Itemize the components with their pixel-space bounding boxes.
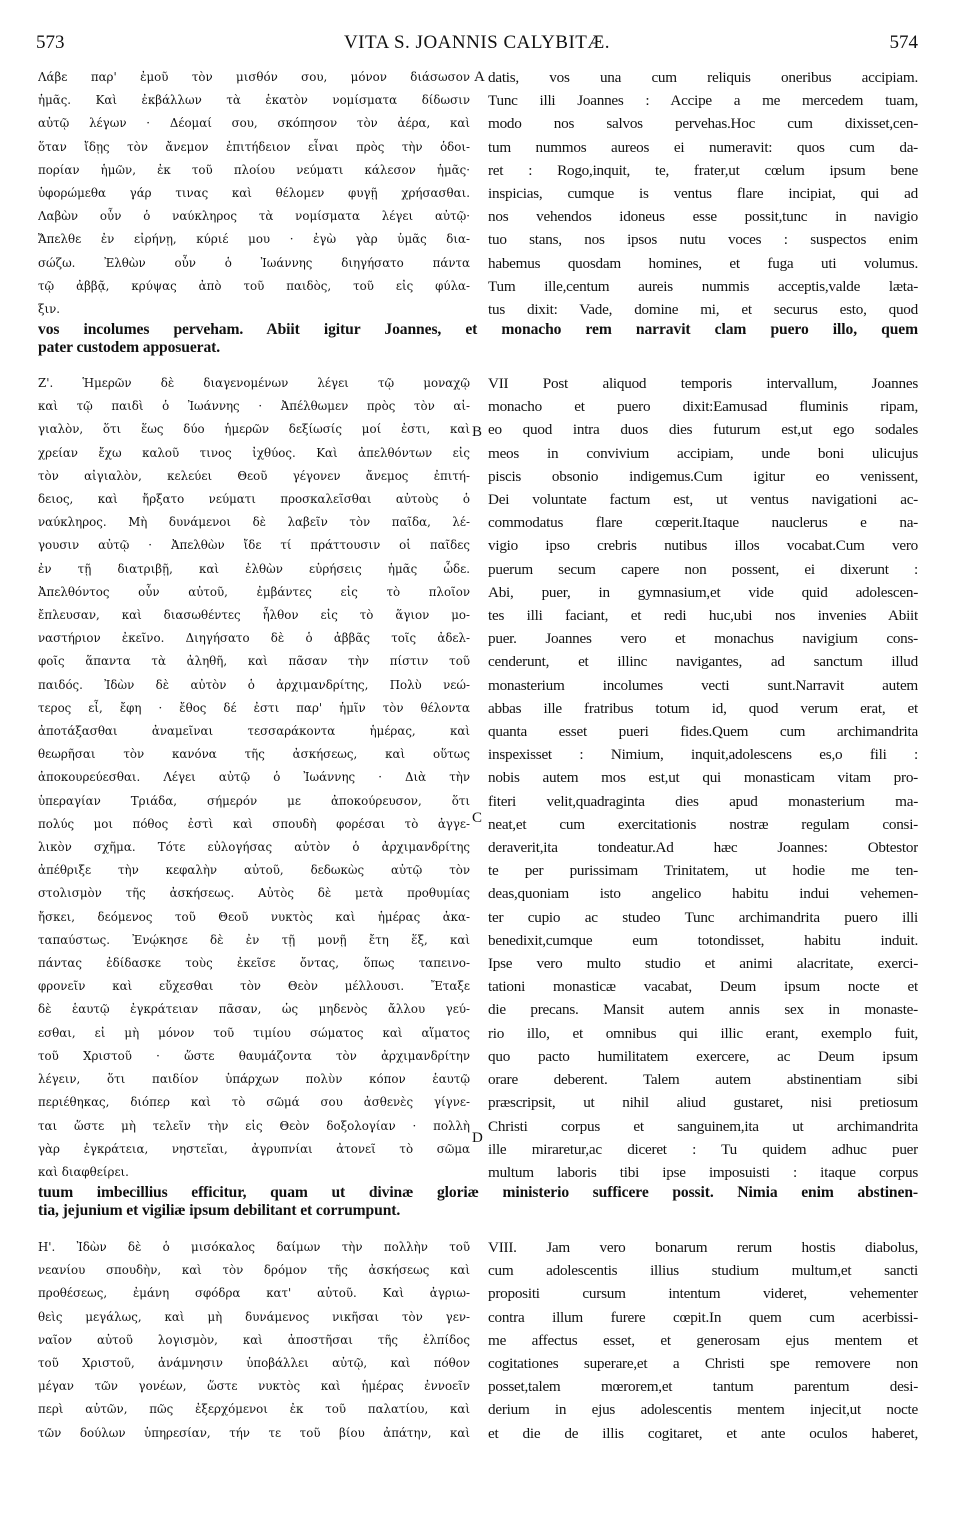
text-line: ὅταν ἴδῃς τὸν ἄνεμον ἐπιτήδειον εἶναι πρὸς τὴν ὁδοι- <box>38 139 470 154</box>
text-line: τοῦ Χριστοῦ, ἀνάμνησιν ὑποβάλλει αὐτῷ, καὶ πόθον <box>38 1356 470 1371</box>
text-line: fiteri velit,quadraginta dies apud monasterium ma- <box>488 792 918 810</box>
text-line: benedixit,cumque eum totondisset, habitu induit. <box>488 931 918 949</box>
text-line: tuum imbecillius efficitur, quam ut divinæ gloriæ ministerio sufficere possit. Nimia enim abstinen- <box>38 1184 918 1201</box>
text-line: περὶ αὐτῶν, πῶς ἐξερχόμενοι ἐκ τοῦ παλατίου, καὶ <box>38 1402 470 1417</box>
text-line: φρονεῖν καὶ εὔχεσθαι τὸν Θεὸν μέλλουσι. Ἔταξε <box>38 979 470 994</box>
text-line: die precans. Mansit autem annis sex in monaste- <box>488 1001 918 1019</box>
text-line: καὶ τῷ παιδὶ ὁ Ἰωάννης · Ἀπέλθωμεν πρὸς τὸν αἰ- <box>38 399 470 414</box>
text-line: rio illo, et omnibus qui illic erant, exemplo fuit, <box>488 1024 918 1042</box>
text-line: γουσιν αὐτῷ · Ἀπελθὼν ἴδε τί πράττουσιν οἱ παῖδες <box>38 538 470 553</box>
text-line: ἔπλευσαν, καὶ διασωθέντες ἦλθον εἰς τὸ ἅγιον μο- <box>38 608 470 623</box>
text-line: στολισμὸν τῆς ἀσκήσεως. Αὐτὸς δὲ μετὰ προθυμίας <box>38 886 470 901</box>
text-line: posset,talem mœrorem,et tantum parentum desi- <box>488 1378 918 1396</box>
text-line: inspexisset : Nimium, inquit,adolescens es,o fili : <box>488 746 918 764</box>
text-line: αὐτῷ λέγων · Δέομαί σου, σκόπησον τὸν ἀέρα, καὶ <box>38 116 470 131</box>
text-line: δὲ ἑαυτῷ ἐγκράτειαν πᾶσαν, ὡς μηδενὸς ἄλλου γεύ- <box>38 1002 470 1017</box>
page-number-right: 574 <box>889 32 918 53</box>
text-line: πορίαν ἡμῶν, ἐκ τοῦ πλοίου νεύματι κάλεσον ἡμᾶς· <box>38 162 470 177</box>
text-line: δειος, καὶ ἤρξατο νεύματι προσκαλεῖσθαι αὐτοὺς ὁ <box>38 492 470 507</box>
latin-column-section-3 <box>488 1236 918 1445</box>
text-line: τῶν δούλων ὑπηρεσίαν, τήν τε τοῦ βίου ἀπάτην, καὶ <box>38 1425 470 1440</box>
text-line: ὑφορώμεθα γάρ τινας καὶ θέλομεν φυγῇ χρήσασθαι. <box>38 186 470 201</box>
text-line: σώζω. Ἐλθὼν οὖν ὁ Ἰωάννης διηγήσατο πάντα <box>38 255 470 270</box>
text-line: deraverit,ita tondeatur.Ad hæc Joannes: Obtestor <box>488 839 918 857</box>
text-line: ναστήριον ἐκεῖνο. Διηγήσατο δὲ ὁ ἀββᾶς τοῖς ἀδελ- <box>38 631 470 646</box>
text-line: propositi cursum intentum videret, vehementer <box>488 1285 918 1303</box>
running-header <box>36 32 918 62</box>
text-line: τῷ ἀββᾷ, κρύψας ἀπὸ τοῦ παιδὸς, τοῦ εἰς φύλα- <box>38 278 470 293</box>
text-line: ἀποκουρεύεσθαι. Λέγει αὐτῷ ὁ Ἰωάννης · Διὰ τὴν <box>38 770 470 785</box>
text-line: Christi corpus et sanguinem,ita ut archimandrita <box>488 1117 918 1135</box>
greek-column-section-2 <box>38 372 470 1184</box>
text-line: ὑπεραγίαν Τριάδα, σήμερόν με ἀποκούρευσον, ὅτι <box>38 793 470 808</box>
text-line: modo nos salvos pervehas.Hoc cum dixisset,cen- <box>488 115 918 133</box>
text-line: ille miraretur,ac diceret : Tu quidem adhuc puer <box>488 1140 918 1158</box>
page-number-left: 573 <box>36 32 65 53</box>
text-line: puer. Joannes vero et monachus navigium cons- <box>488 630 918 648</box>
margin-marker-c: C <box>472 810 483 826</box>
text-line: et die de illis cogitaret, et ante oculos haberet, <box>488 1424 918 1442</box>
text-line: περιέθηκας, διόπερ καὶ τὸ σῶμά σου ἀσθενὲς γίγνε- <box>38 1095 470 1110</box>
text-line: εσθαι, εἰ μὴ μόνον τοῦ τιμίου σώματος καὶ αἵματος <box>38 1025 470 1040</box>
text-line: τοῦ Χριστοῦ · ὥστε θαυμάζοντα τὸν ἀρχιμανδρίτην <box>38 1048 470 1063</box>
text-line: contra illum furere cœpit.In quem cum acerbissi- <box>488 1308 918 1326</box>
text-line: Λαβὼν οὖν ὁ ναύκληρος τὰ νομίσματα λέγει αὐτῷ· <box>38 209 470 224</box>
text-line: γὰρ ἐγκράτεια, νηστεῖαι, ἀγρυπνίαι ἀτονεῖ τὸ σῶμα <box>38 1141 470 1156</box>
text-line: tus dixit: Vade, domine mi, et securus esto, quod <box>488 301 918 319</box>
text-line: præscripsit, ut nihil aliud gustaret, nisi pretiosum <box>488 1094 918 1112</box>
text-line: te per purissimam Trinitatem, ut hodie me ten- <box>488 862 918 880</box>
text-line: cenderunt, et illinc navigantes, ad sanctum illud <box>488 653 918 671</box>
text-line: προθέσεως, ἐμάνη σφόδρα κατ' αὐτοῦ. Καὶ ἀγριω- <box>38 1286 470 1301</box>
text-line: ναύκληρος. Μὴ δυνάμενοι δὲ λαβεῖν τὸν παῖδα, λέ- <box>38 515 470 530</box>
margin-marker-b: B <box>472 424 483 440</box>
text-line: ἀποτάξασθαι ἀναμεῖναι τεσσαράκοντα ἡμέρας, καὶ <box>38 724 470 739</box>
text-line: datis, vos una cum reliquis oneribus accipiam. <box>488 69 918 86</box>
latin-full-width-section-2 <box>38 1184 918 1220</box>
text-line: Λάβε παρ' ἐμοῦ τὸν μισθόν σου, μόνον διάσωσον <box>38 70 470 84</box>
text-line: quo pacto humilitatem exercere, ac Deum ipsum <box>488 1047 918 1065</box>
text-line: quanta esset pueri fides.Quem cum archimandrita <box>488 723 918 741</box>
text-line: vos incolumes perveham. Abiit igitur Joannes, et monacho rem narravit clam puero illo, quem <box>38 321 918 338</box>
text-line: Ζ'. Ἡμερῶν δὲ διαγενομένων λέγει τῷ μοναχῷ <box>38 376 470 390</box>
text-line: λικὸν σχῆμα. Τότε εὐλογήσας αὐτὸν ὁ ἀρχιμανδρίτης <box>38 840 470 855</box>
text-line: tum nummos aureos ei numeravit: quos cum da- <box>488 138 918 156</box>
text-line: νεανίου σπουδὴν, καὶ τὸν δρόμον τῆς ἀσκήσεως καὶ <box>38 1263 470 1278</box>
text-line: Ἀπελθόντος οὖν αὐτοῦ, ἐμβάντες εἰς τὸ πλοῖον <box>38 584 470 599</box>
text-line: ἡμᾶς. Καὶ ἐκβάλλων τὰ ἑκατὸν νομίσματα δίδωσιν <box>38 93 470 108</box>
text-line: πολύς μοι πόθος ἐστὶ καὶ σπουδὴ φορέσαι τὸ ἀγγε- <box>38 816 470 831</box>
latin-column-section-1 <box>488 66 918 321</box>
text-line: Ipse vero multo studio et animi alacritate, exerci- <box>488 955 918 973</box>
text-line: nos vehendos idoneus esse possit,tunc in navigio <box>488 208 918 226</box>
text-line: me affectus esset, et generosam ejus mentem et <box>488 1331 918 1349</box>
text-line: orare deberent. Talem autem abstinentiam sibi <box>488 1071 918 1089</box>
text-line: monasterium incolumes vecti sunt.Narravit autem <box>488 676 918 694</box>
text-line: Ἄπελθε ἐν εἰρήνῃ, κύριέ μου · ἐγὼ γὰρ ὑμᾶς δια- <box>38 232 470 247</box>
text-line: nobis autem mos est,ut qui monasticam vitam pro- <box>488 769 918 787</box>
text-line: inspicias, cumque is ventus flare incipiat, qui ad <box>488 185 918 203</box>
text-line: tationi monasticæ vacabat, Deum ipsum nocte et <box>488 978 918 996</box>
text-line: ταπαύστως. Ἐνῴκησε δὲ ἐν τῇ μονῇ ἔτη ἕξ, καὶ <box>38 932 470 947</box>
margin-marker-a: A <box>474 69 485 85</box>
text-line: Tunc illi Joannes : Accipe a me mercedem tuam, <box>488 92 918 110</box>
margin-marker-d: D <box>472 1130 483 1146</box>
text-line: commodatus flare cœperit.Itaque nauclerus e na- <box>488 514 918 532</box>
text-line: τὸν αἰγιαλὸν, κελεύει Θεοῦ γέγονεν ἄνεμος ἐπιτή- <box>38 468 470 483</box>
text-line: meos in convivium accipiam, unde boni ulicujus <box>488 444 918 462</box>
text-line: VII Post aliquod temporis intervallum, Joannes <box>488 375 918 392</box>
text-line: pater custodem apposuerat. <box>38 339 221 356</box>
text-line: πάντας ἐδίδασκε τοὺς ἐκεῖσε ὄντας, ὅπως ταπεινο- <box>38 956 470 971</box>
text-line: ἀπέθριξε τὴν κεφαλὴν αὐτοῦ, δεδωκὼς αὐτῷ τὸν <box>38 863 470 878</box>
text-line: vigio ipso crebris nutibus illos vocabat.Cum vero <box>488 537 918 555</box>
text-line: puerum secum capere non possent, ei dixerunt : <box>488 560 918 578</box>
text-line: eo quod intra duos dies futurum est,ut ego sodales <box>488 421 918 439</box>
text-line: καὶ διαφθείρει. <box>38 1164 129 1179</box>
running-title: VITA S. JOANNIS CALYBITÆ. <box>343 32 611 53</box>
text-line: ξιν. <box>38 302 61 317</box>
text-line: ἤσκει, δεόμενος τοῦ Θεοῦ νυκτὸς καὶ ἡμέρας ἀκα- <box>38 909 470 924</box>
text-line: μέγαν τῶν γονέων, ὥστε νυκτὸς καὶ ἡμέρας ἐννοεῖν <box>38 1379 470 1394</box>
text-line: VIII. Jam vero bonarum rerum hostis diabolus, <box>488 1239 918 1256</box>
text-line: tes illi faciant, et redi huc,ubi nos invenies Abiit <box>488 607 918 625</box>
text-line: παιδός. Ἰδὼν δὲ αὐτὸν ὁ ἀρχιμανδρίτης, Πολὺ νεώ- <box>38 677 470 692</box>
text-line: ter cupio ac studeo Tunc archimandrita puero illi <box>488 908 918 926</box>
text-line: piscis obsonio indigemus.Cum igitur eo venissent, <box>488 467 918 485</box>
text-line: tuo stans, nos ipsos nutu voces : suspectos enim <box>488 231 918 249</box>
text-line: deas,quoniam isto angelico habitu indui vehemen- <box>488 885 918 903</box>
text-line: Abi, puer, in gymnasium,et vide quid adolescen- <box>488 583 918 601</box>
text-line: ret : Rogo,inquit, te, frater,ut cœlum ipsum bene <box>488 161 918 179</box>
latin-column-section-2 <box>488 372 918 1184</box>
text-line: derium in ejus adolescentis mentem injecit,ut nocte <box>488 1401 918 1419</box>
text-line: θεὶς μεγάλως, καὶ μὴ δυνάμενος νικῆσαι τὸν γεν- <box>38 1309 470 1324</box>
text-line: γιαλὸν, ὅτι ἕως δύο ἡμερῶν δεξίωσίς μοί ἐστι, καὶ <box>38 422 470 437</box>
greek-column-section-3 <box>38 1236 470 1445</box>
text-line: cogitationes superare,et a Christi spe removere non <box>488 1355 918 1373</box>
text-line: λέγειν, ὅτι παιδίον ὑπάρχων πολὺν κόπον ἑαυτῷ <box>38 1072 470 1087</box>
text-line: τερος εἶ, ἔφη · ἔθος δέ ἐστι παρ' ἡμῖν τὸν θέλοντα <box>38 700 470 715</box>
text-line: multum laboris tibi ipse imposuisti : itaque corpus <box>488 1163 918 1181</box>
text-line: neat,et cum exercitationis nostræ regulam consi- <box>488 815 918 833</box>
text-line: φοῖς ἅπαντα τὰ ἀληθῆ, καὶ πᾶσαν τὴν πίστιν τοῦ <box>38 654 470 669</box>
text-line: χρείαν ἔχω καλοῦ τινος ἰχθύος. Καὶ ἀπελθόντων εἰς <box>38 445 470 460</box>
text-line: tia, jejunium et vigiliæ ipsum debilitant et corrumpunt. <box>38 1202 401 1219</box>
greek-column-section-1 <box>38 66 470 321</box>
text-line: Η'. Ἰδὼν δὲ ὁ μισόκαλος δαίμων τὴν πολλὴν τοῦ <box>38 1240 470 1254</box>
text-line: cum adolescentis illius studium multum,et sancti <box>488 1262 918 1280</box>
text-line: ται ὥστε μὴ τελεῖν τὴν εἰς Θεὸν δοξολογίαν · πολλὴ <box>38 1118 470 1133</box>
text-line: monacho et puero dixit:Eamusad fluminis ripam, <box>488 398 918 416</box>
text-line: Tum ille,centum aureis nummis acceptis,valde læta- <box>488 277 918 295</box>
latin-full-width-section-1 <box>38 321 918 357</box>
text-line: abbas ille fratribus totum id, quod verum erat, et <box>488 699 918 717</box>
text-line: ναῖον αὐτοῦ λογισμὸν, καὶ ἀποστῆσαι τῆς ἐλπίδος <box>38 1332 470 1347</box>
text-line: θεωρῆσαι τὸν κανόνα τῆς ἀσκήσεως, καὶ οὕτως <box>38 747 470 762</box>
text-line: habemus quosdam homines, et fuga uti volumus. <box>488 254 918 272</box>
text-line: ἐν τῇ διατριβῇ, καὶ ἐλθὼν εὑρήσεις ἡμᾶς ὧδε. <box>38 561 470 576</box>
text-line: Dei voluntate factum est, ut ventus navigationi ac- <box>488 491 918 509</box>
